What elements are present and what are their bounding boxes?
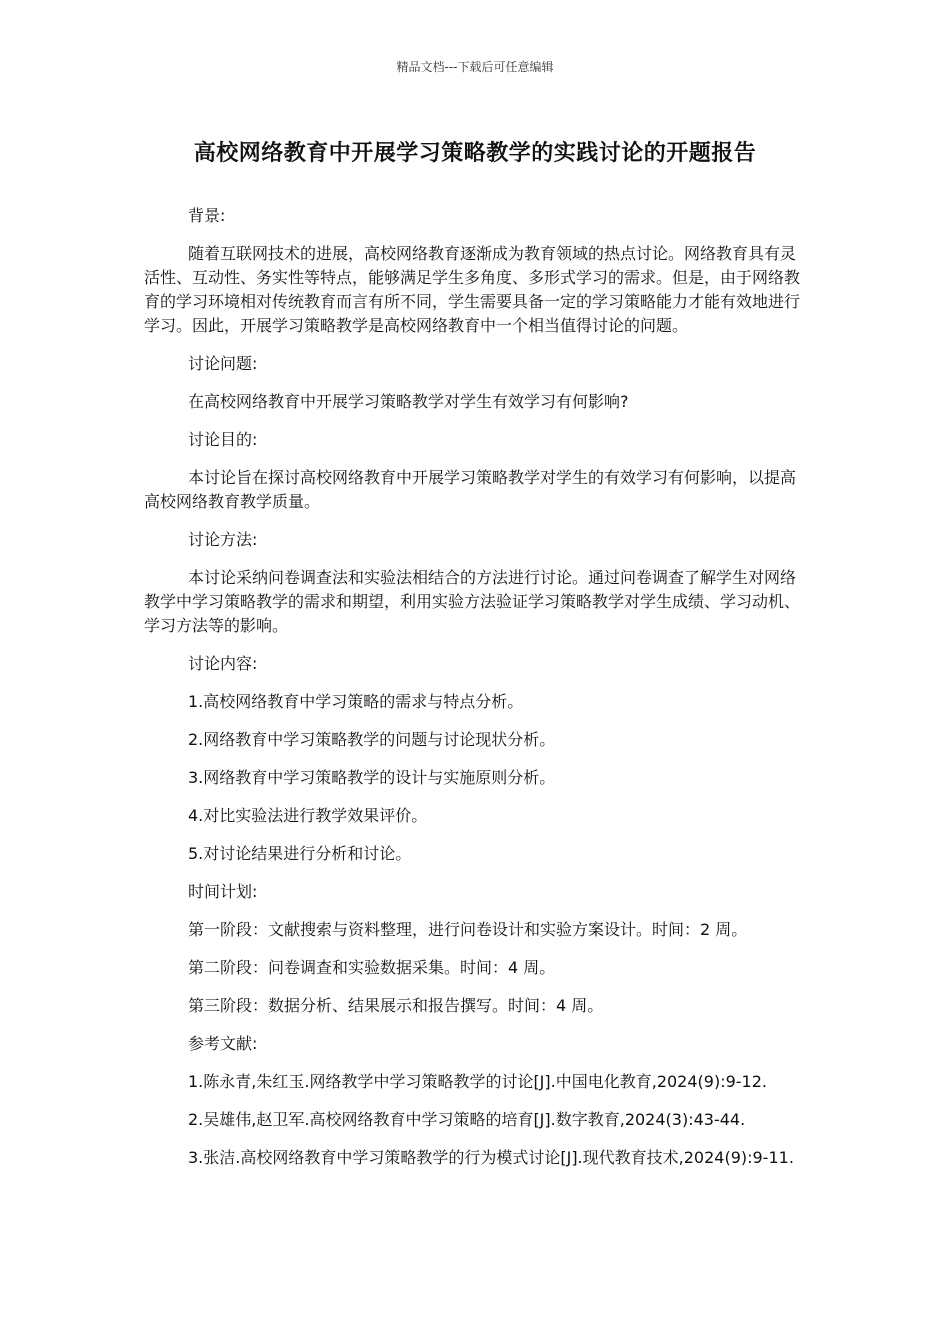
reference-item: 1.陈永青,朱红玉.网络教学中学习策略教学的讨论[J].中国电化教育,2024(9):9-12.: [188, 1072, 767, 1091]
references-heading: 参考文献:: [188, 1034, 258, 1053]
document-title: 高校网络教育中开展学习策略教学的实践讨论的开题报告: [193, 141, 757, 166]
content-heading: 讨论内容:: [188, 654, 258, 673]
content-item: 2.网络教育中学习策略教学的问题与讨论现状分析。: [188, 730, 556, 749]
background-heading: 背景:: [188, 206, 226, 225]
content-item: 1.高校网络教育中学习策略的需求与特点分析。: [188, 692, 524, 711]
page-header: 精品文档---下载后可任意编辑: [396, 60, 554, 74]
content-item: 4.对比实验法进行教学效果评价。: [188, 806, 428, 825]
document-body: [144, 204, 806, 1184]
schedule-item: 第三阶段：数据分析、结果展示和报告撰写。时间：4 周。: [188, 996, 604, 1015]
reference-item: 2.吴雄伟,赵卫军.高校网络教育中学习策略的培育[J].数字教育,2024(3):43-44.: [188, 1110, 746, 1129]
content-item: 5.对讨论结果进行分析和讨论。: [188, 844, 412, 863]
content-item: 3.网络教育中学习策略教学的设计与实施原则分析。: [188, 768, 556, 787]
schedule-item: 第一阶段：文献搜索与资料整理，进行问卷设计和实验方案设计。时间：2 周。: [188, 920, 748, 939]
purpose-heading: 讨论目的:: [188, 430, 258, 449]
method-text: 本讨论采纳问卷调查法和实验法相结合的方法进行讨论。通过问卷调查了解学生对网络教学中学习策略教学的需求和期望，利用实验方法验证学习策略教学对学生成绩、学习动机、学习方法等的影响。: [144, 568, 801, 635]
question-heading: 讨论问题:: [188, 354, 258, 373]
method-heading: 讨论方法:: [188, 530, 258, 549]
schedule-heading: 时间计划:: [188, 882, 258, 901]
purpose-text: 本讨论旨在探讨高校网络教育中开展学习策略教学对学生的有效学习有何影响，以提高高校网络教育教学质量。: [144, 468, 797, 511]
reference-item: 3.张洁.高校网络教育中学习策略教学的行为模式讨论[J].现代教育技术,2024(9):9-11.: [188, 1148, 794, 1167]
background-text: 随着互联网技术的进展，高校网络教育逐渐成为教育领域的热点讨论。网络教育具有灵活性、互动性、务实性等特点，能够满足学生多角度、多形式学习的需求。但是，由于网络教育的学习环境相对传统教育而言有所不同，学生需要具备一定的学习策略能力才能有效地进行学习。因此，开展学习策略教学是高校网络教育中一个相当值得讨论的问题。: [144, 244, 801, 335]
question-text: 在高校网络教育中开展学习策略教学对学生有效学习有何影响?: [188, 392, 629, 411]
schedule-item: 第二阶段：问卷调查和实验数据采集。时间：4 周。: [188, 958, 556, 977]
